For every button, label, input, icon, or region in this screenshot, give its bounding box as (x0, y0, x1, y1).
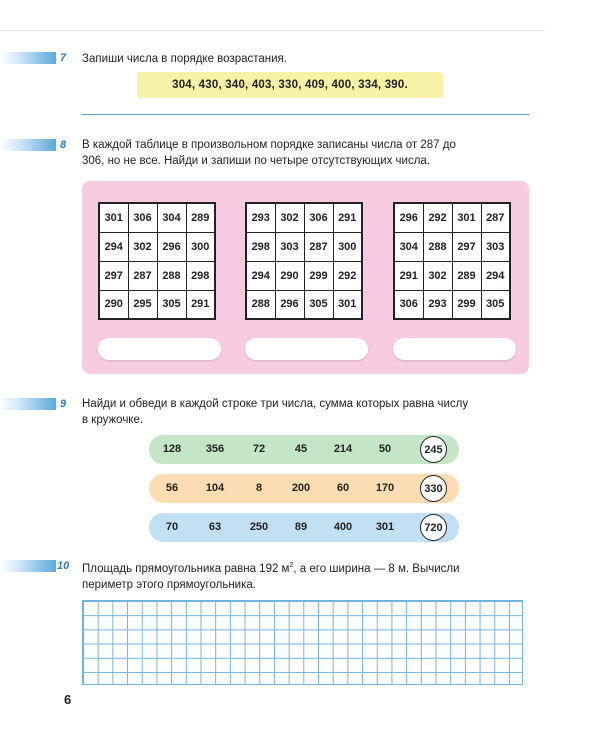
task-7-number: 7 (60, 52, 67, 64)
table-row (99, 203, 215, 232)
table-cell: 297 (452, 232, 481, 261)
table-row (99, 261, 215, 290)
row-number[interactable]: 170 (375, 482, 395, 494)
number-table-3 (393, 202, 511, 320)
table-cell: 299 (452, 290, 481, 319)
table-cell: 290 (99, 290, 128, 319)
table-cell: 305 (481, 290, 510, 319)
row-number[interactable]: 63 (208, 521, 222, 533)
row-number[interactable]: 200 (291, 482, 311, 494)
table-cell: 306 (128, 203, 157, 232)
task-9-text-line2: в кружочке. (82, 414, 144, 426)
table-cell: 304 (157, 203, 186, 232)
sum-row-2 (149, 474, 459, 503)
task-7-answer-line[interactable] (82, 114, 529, 115)
table-cell: 296 (157, 232, 186, 261)
task-7-text: Запиши числа в порядке возрастания. (82, 53, 287, 65)
table-cell: 302 (423, 261, 452, 290)
table-cell: 306 (304, 203, 333, 232)
table-cell: 287 (481, 203, 510, 232)
table-row (99, 232, 215, 261)
task-7-number-list: 304, 430, 340, 403, 330, 409, 400, 334, 390. (137, 72, 443, 98)
row-number[interactable]: 56 (165, 482, 179, 494)
task-9-tab (0, 398, 56, 410)
row-number[interactable]: 214 (333, 443, 353, 455)
table-cell: 296 (394, 203, 423, 232)
table-cell: 306 (394, 290, 423, 319)
task-8-text-line1: В каждой таблице в произвольном порядке записаны числа от 287 до (82, 139, 456, 151)
task-8-text-line2: 306, но не все. Найди и запиши по четыре отсутствующих числа. (82, 155, 431, 167)
table-cell: 292 (333, 261, 362, 290)
table-cell: 295 (128, 290, 157, 319)
target-sum-circle: 330 (420, 475, 447, 502)
task-10-number: 10 (57, 560, 70, 572)
number-table-1 (98, 202, 216, 320)
table-cell: 297 (99, 261, 128, 290)
number-table-2 (245, 202, 363, 320)
table-cell: 298 (186, 261, 215, 290)
table-row (394, 261, 510, 290)
target-sum-circle: 245 (420, 436, 447, 463)
table-cell: 294 (99, 232, 128, 261)
table-cell: 292 (423, 203, 452, 232)
table-cell: 287 (304, 232, 333, 261)
table-cell: 289 (452, 261, 481, 290)
graph-paper-grid[interactable] (82, 600, 523, 685)
table-cell: 301 (99, 203, 128, 232)
table-cell: 291 (333, 203, 362, 232)
table-cell: 287 (128, 261, 157, 290)
table-row (99, 290, 215, 319)
row-number[interactable]: 250 (249, 521, 269, 533)
table-row (394, 232, 510, 261)
table-cell: 303 (275, 232, 304, 261)
row-number[interactable]: 50 (378, 443, 392, 455)
table-cell: 301 (333, 290, 362, 319)
task-10-text (82, 558, 460, 593)
table-row (394, 203, 510, 232)
table-cell: 305 (157, 290, 186, 319)
top-rule (0, 30, 545, 31)
task-9-text-line1: Найди и обведи в каждой строке три числа, сумма которых равна числу (82, 398, 469, 410)
task-7-tab (0, 52, 56, 64)
answer-field-1[interactable] (98, 338, 221, 360)
row-number[interactable]: 72 (252, 443, 266, 455)
table-cell: 299 (304, 261, 333, 290)
table-cell: 289 (186, 203, 215, 232)
table-cell: 293 (423, 290, 452, 319)
table-row (246, 203, 362, 232)
task-10-text-part1: Площадь прямоугольника равна 192 м (82, 562, 290, 575)
table-row (246, 261, 362, 290)
page-number: 6 (64, 692, 72, 707)
task-8-number: 8 (60, 139, 67, 151)
table-cell: 302 (128, 232, 157, 261)
table-cell: 301 (452, 203, 481, 232)
table-cell: 294 (481, 261, 510, 290)
sum-row-3 (149, 513, 459, 542)
table-cell: 293 (246, 203, 275, 232)
task-9-number: 9 (60, 398, 67, 410)
table-cell: 288 (246, 290, 275, 319)
table-cell: 290 (275, 261, 304, 290)
row-number[interactable]: 104 (205, 482, 225, 494)
table-cell: 300 (186, 232, 215, 261)
task-10-text-part2: , а его ширина — 8 м. Вычисли (293, 562, 460, 575)
task-8-text (82, 137, 456, 169)
table-cell: 288 (423, 232, 452, 261)
task-10-superscript: 2 (289, 562, 294, 569)
table-cell: 294 (246, 261, 275, 290)
task-10-text-line1 (82, 558, 460, 577)
table-cell: 305 (304, 290, 333, 319)
answer-field-3[interactable] (393, 338, 516, 360)
table-cell: 300 (333, 232, 362, 261)
table-row (246, 290, 362, 319)
table-cell: 288 (157, 261, 186, 290)
table-cell: 296 (275, 290, 304, 319)
table-cell: 304 (394, 232, 423, 261)
row-number[interactable]: 8 (255, 482, 263, 494)
row-number[interactable]: 70 (165, 521, 179, 533)
table-row (394, 290, 510, 319)
task-10-tab (0, 560, 56, 572)
row-number[interactable]: 128 (162, 443, 182, 455)
task-9-text (82, 396, 468, 428)
table-cell: 302 (275, 203, 304, 232)
row-number[interactable]: 301 (375, 521, 395, 533)
task-8-tab (0, 139, 56, 151)
row-number[interactable]: 45 (294, 443, 308, 455)
table-cell: 291 (186, 290, 215, 319)
row-number[interactable]: 89 (294, 521, 308, 533)
sum-row-1 (149, 435, 459, 464)
row-number[interactable]: 400 (333, 521, 353, 533)
table-row (246, 232, 362, 261)
row-number[interactable]: 60 (336, 482, 350, 494)
table-cell: 303 (481, 232, 510, 261)
task-10-text-line2: периметр этого прямоугольника. (82, 578, 256, 591)
target-sum-circle: 720 (420, 514, 447, 541)
table-cell: 291 (394, 261, 423, 290)
table-cell: 298 (246, 232, 275, 261)
row-number[interactable]: 356 (205, 443, 225, 455)
answer-field-2[interactable] (245, 338, 368, 360)
